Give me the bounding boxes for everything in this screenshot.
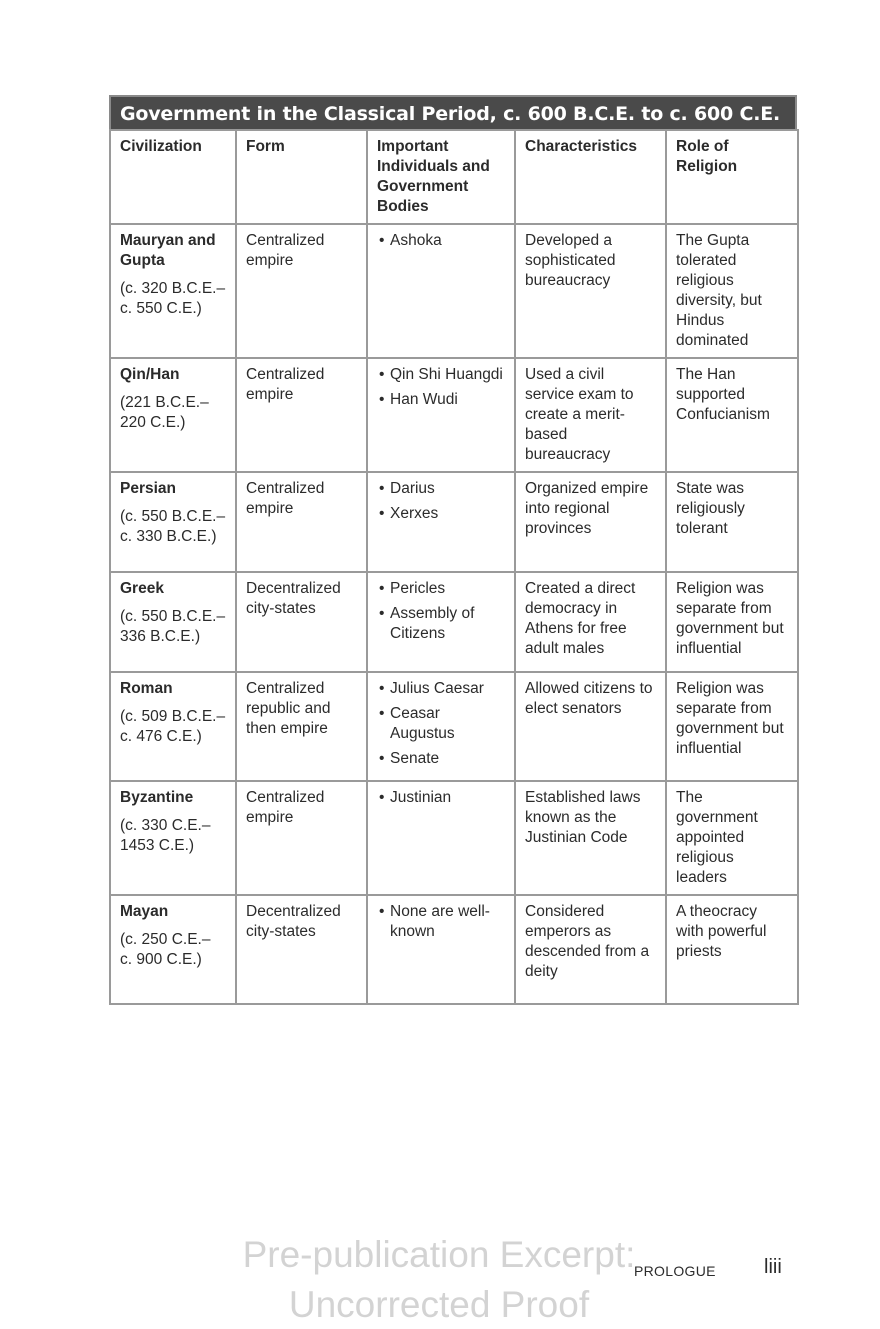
civilization-name: Roman (120, 680, 173, 697)
individuals-list-item: • Han Wudi (377, 390, 505, 410)
individuals-list-item: • Senate (377, 749, 505, 769)
cell-religion: The Han supported Confucianism (666, 358, 798, 472)
cell-characteristics: Considered emperors as descended from a deity (515, 895, 666, 1004)
individuals-list-item: • Julius Caesar (377, 679, 505, 699)
cell-characteristics: Used a civil service exam to create a merit-based bureaucracy (515, 358, 666, 472)
data-table (109, 129, 799, 1005)
cell-individuals (367, 781, 515, 895)
cell-religion: Religion was separate from government but influential (666, 672, 798, 781)
classical-government-table (109, 95, 797, 1005)
individuals-list (377, 902, 505, 942)
individuals-list-item: • Ceasar Augustus (377, 704, 505, 744)
civilization-date: (c. 509 B.C.E.– c. 476 C.E.) (120, 708, 226, 745)
individuals-list-item: • Justinian (377, 788, 505, 808)
individuals-list-item: • None are well-known (377, 902, 505, 942)
cell-form: Centralized empire (236, 224, 367, 358)
header-characteristics: Characteristics (515, 130, 666, 224)
watermark-line-1: Pre-publication Excerpt: (242, 1234, 636, 1275)
cell-civilization (110, 672, 236, 781)
cell-religion: State was religiously tolerant (666, 472, 798, 572)
individuals-list (377, 679, 505, 769)
civilization-date: (c. 250 C.E.– c. 900 C.E.) (120, 931, 211, 968)
cell-religion: Religion was separate from government but influential (666, 572, 798, 672)
individuals-list-item: • Qin Shi Huangdi (377, 365, 505, 385)
table-row (110, 781, 798, 895)
footer-section-label: PROLOGUE (634, 1263, 716, 1279)
cell-religion: The Gupta tolerated religious diversity, but Hindus dominated (666, 224, 798, 358)
cell-civilization (110, 224, 236, 358)
cell-characteristics: Created a direct democracy in Athens for free adult males (515, 572, 666, 672)
cell-characteristics: Developed a sophisticated bureaucracy (515, 224, 666, 358)
header-individuals: Important Individuals and Government Bodies (367, 130, 515, 224)
civilization-name: Persian (120, 480, 177, 497)
table-body (110, 224, 798, 1004)
civilization-name: Greek (120, 580, 164, 597)
individuals-list-item: • Pericles (377, 579, 505, 599)
individuals-list (377, 579, 505, 644)
watermark-line-2: Uncorrected Proof (288, 1284, 590, 1325)
cell-civilization (110, 358, 236, 472)
cell-civilization (110, 572, 236, 672)
table-title: Government in the Classical Period, c. 600 B.C.E. to c. 600 C.E. (109, 95, 797, 129)
civilization-name: Mayan (120, 903, 169, 920)
table-row (110, 572, 798, 672)
individuals-list (377, 231, 505, 251)
cell-form: Centralized empire (236, 358, 367, 472)
cell-form: Centralized empire (236, 781, 367, 895)
civilization-name: Qin/Han (120, 366, 180, 383)
cell-characteristics: Organized empire into regional provinces (515, 472, 666, 572)
table-row (110, 472, 798, 572)
civilization-date: (c. 320 B.C.E.– c. 550 C.E.) (120, 280, 226, 317)
cell-religion: The government appointed religious leaders (666, 781, 798, 895)
cell-individuals (367, 572, 515, 672)
individuals-list-item: • Darius (377, 479, 505, 499)
cell-form: Decentralized city-states (236, 895, 367, 1004)
cell-religion: A theocracy with powerful priests (666, 895, 798, 1004)
cell-civilization (110, 895, 236, 1004)
individuals-list (377, 479, 505, 524)
table-row (110, 672, 798, 781)
civilization-date: (c. 550 B.C.E.– c. 330 B.C.E.) (120, 508, 226, 545)
page-number: liii (764, 1256, 782, 1278)
cell-civilization (110, 472, 236, 572)
table-row (110, 224, 798, 358)
cell-civilization (110, 781, 236, 895)
cell-form: Centralized republic and then empire (236, 672, 367, 781)
civilization-date: (c. 330 C.E.–1453 C.E.) (120, 817, 211, 854)
table-row (110, 358, 798, 472)
cell-individuals (367, 895, 515, 1004)
individuals-list (377, 365, 505, 410)
table-row (110, 895, 798, 1004)
cell-individuals (367, 224, 515, 358)
civilization-name: Mauryan and Gupta (120, 232, 216, 269)
cell-characteristics: Established laws known as the Justinian Code (515, 781, 666, 895)
cell-individuals (367, 358, 515, 472)
header-civilization: Civilization (110, 130, 236, 224)
cell-individuals (367, 472, 515, 572)
civilization-name: Byzantine (120, 789, 194, 806)
civilization-date: (c. 550 B.C.E.–336 B.C.E.) (120, 608, 226, 645)
cell-individuals (367, 672, 515, 781)
header-row (110, 130, 798, 224)
individuals-list (377, 788, 505, 808)
header-form: Form (236, 130, 367, 224)
individuals-list-item: • Xerxes (377, 504, 505, 524)
cell-form: Decentralized city-states (236, 572, 367, 672)
cell-form: Centralized empire (236, 472, 367, 572)
cell-characteristics: Allowed citizens to elect senators (515, 672, 666, 781)
individuals-list-item: • Ashoka (377, 231, 505, 251)
individuals-list-item: • Assembly of Citizens (377, 604, 505, 644)
header-religion: Role of Religion (666, 130, 798, 224)
civilization-date: (221 B.C.E.–220 C.E.) (120, 394, 209, 431)
